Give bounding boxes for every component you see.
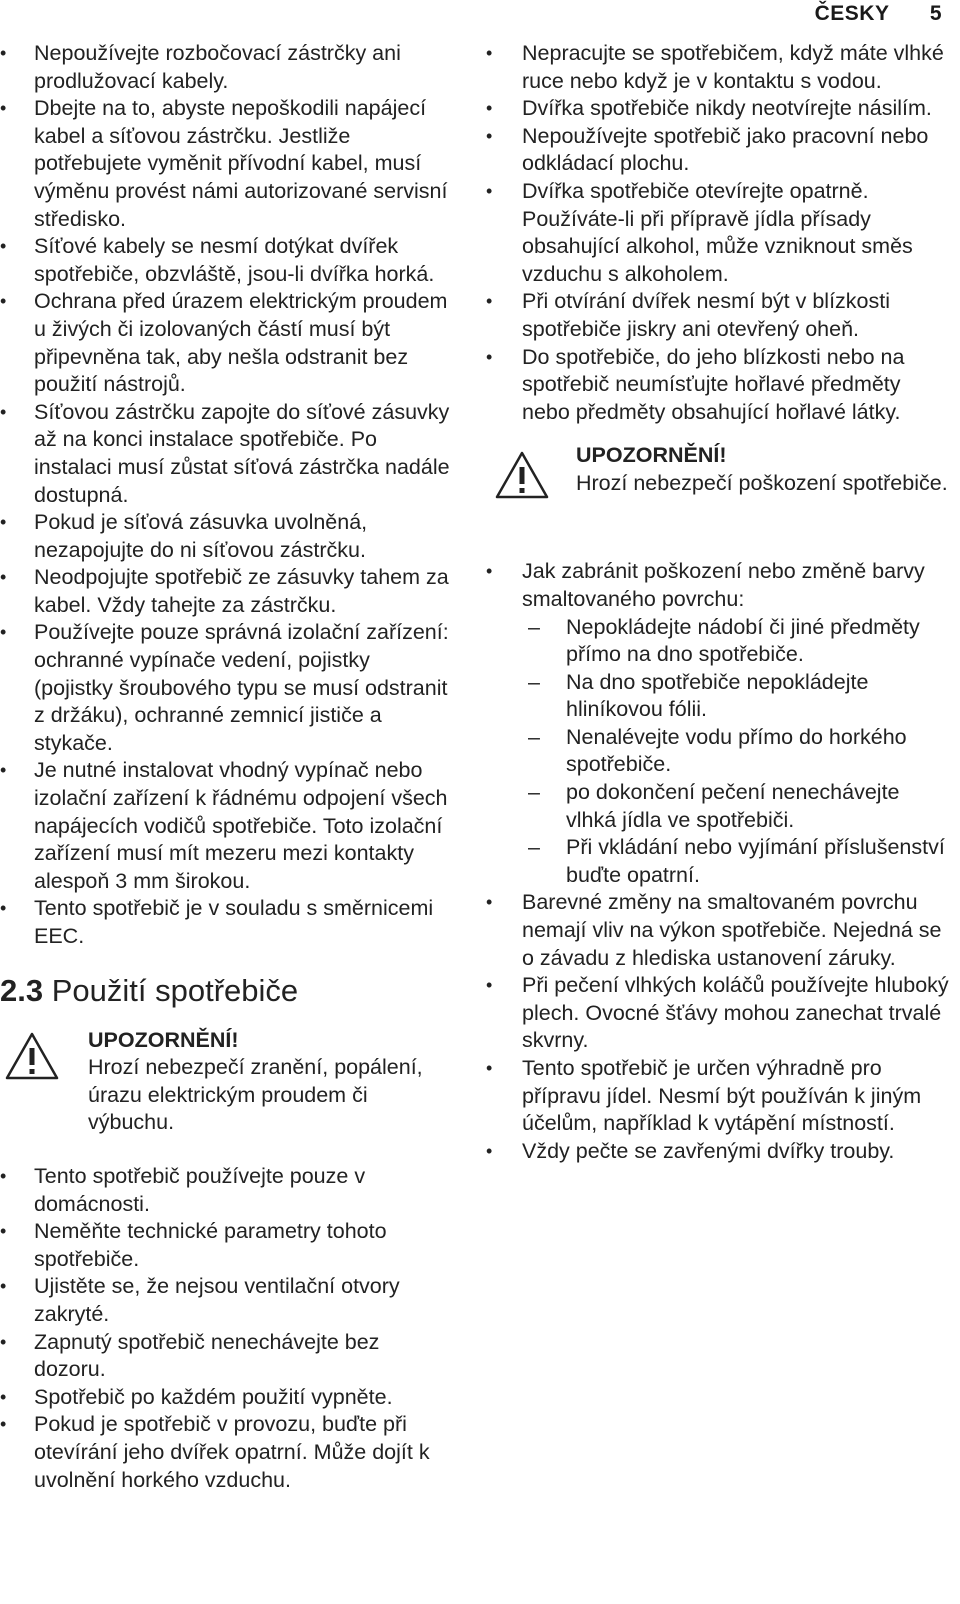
enamel-sublist bbox=[522, 614, 954, 890]
list-item: • Zapnutý spotřebič nenechávejte bez dozoru. bbox=[0, 1329, 450, 1384]
list-item: • Nepracujte se spotřebičem, když máte vlhké ruce nebo když je v kontaktu s vodou. bbox=[486, 40, 954, 95]
safety-list bbox=[0, 40, 450, 951]
list-item: • Spotřebič po každém použití vypněte. bbox=[0, 1384, 450, 1412]
warning-box bbox=[486, 442, 954, 532]
enamel-list bbox=[486, 558, 954, 1165]
list-item: • Dbejte na to, abyste nepoškodili napájecí kabel a síťovou zástrčku. Jestliže potřebujete vyměnit přívodní kabel, musí výměnu provést námi autorizované servisní středisko. bbox=[0, 95, 450, 233]
sub-list-item: – Při vkládání nebo vyjímání příslušenství buďte opatrní. bbox=[522, 834, 954, 889]
list-item: • Ochrana před úrazem elektrickým proudem u živých či izolovaných částí musí být připevněna tak, aby nešla odstranit bez použití nástrojů. bbox=[0, 288, 450, 398]
list-item: • Vždy pečte se zavřenými dvířky trouby. bbox=[486, 1138, 954, 1166]
warning-text: Hrozí nebezpečí zranění, popálení, úrazu elektrickým proudem či výbuchu. bbox=[88, 1055, 423, 1135]
warning-title: UPOZORNĚNÍ! bbox=[576, 443, 727, 468]
section-title: Použití spotřebiče bbox=[51, 972, 299, 1008]
list-item: • Při otvírání dvířek nesmí být v blízkosti spotřebiče jiskry ani otevřený oheň. bbox=[486, 288, 954, 343]
warning-triangle-icon bbox=[494, 450, 550, 500]
section-number: 2.3 bbox=[0, 972, 44, 1008]
list-item: • Tento spotřebič používejte pouze v domácnosti. bbox=[0, 1163, 450, 1218]
sub-list-item: – Na dno spotřebiče nepokládejte hliníkovou fólii. bbox=[522, 669, 954, 724]
list-item: • Nepoužívejte rozbočovací zástrčky ani prodlužovací kabely. bbox=[0, 40, 450, 95]
enamel-intro: Jak zabránit poškození nebo změně barvy smaltovaného povrchu: bbox=[522, 559, 925, 611]
list-item: • Neměňte technické parametry tohoto spotřebiče. bbox=[0, 1218, 450, 1273]
warning-title: UPOZORNĚNÍ! bbox=[88, 1027, 239, 1052]
warning-text: Hrozí nebezpečí poškození spotřebiče. bbox=[576, 470, 948, 495]
list-item: • Síťovou zástrčku zapojte do síťové zásuvky až na konci instalace spotřebiče. Po instalaci musí zůstat síťová zástrčka nadále dostupná. bbox=[0, 399, 450, 509]
section-heading bbox=[0, 973, 450, 1009]
list-item: • Pokud je spotřebič v provozu, buďte při otevírání jeho dvířek opatrní. Může dojít k uvolnění horkého vzduchu. bbox=[0, 1411, 450, 1494]
sub-list-item: – Nenalévejte vodu přímo do horkého spotřebiče. bbox=[522, 724, 954, 779]
list-item: • Neodpojujte spotřebič ze zásuvky tahem za kabel. Vždy tahejte za zástrčku. bbox=[0, 564, 450, 619]
list-item: • Tento spotřebič je určen výhradně pro přípravu jídel. Nesmí být používán k jiným účelům, například k vytápění místností. bbox=[486, 1055, 954, 1138]
list-item: • Dvířka spotřebiče otevírejte opatrně. Používáte-li při přípravě jídla přísady obsahující alkohol, může vzniknout směs vzduchu s alkoholem. bbox=[486, 178, 954, 288]
list-item: • Je nutné instalovat vhodný vypínač nebo izolační zařízení k řádnému odpojení všech napájecích vodičů spotřebiče. Toto izolační zařízení musí mít mezeru mezi kontakty alespoň 3 mm širokou. bbox=[0, 757, 450, 895]
list-item: • Tento spotřebič je v souladu s směrnicemi EEC. bbox=[0, 895, 450, 950]
warning-triangle-icon bbox=[4, 1031, 60, 1081]
warning-box bbox=[0, 1027, 450, 1137]
list-item: • Při pečení vlhkých koláčů používejte hluboký plech. Ovocné šťávy mohou zanechat trvalé skvrny. bbox=[486, 972, 954, 1055]
list-item: • Pokud je síťová zásuvka uvolněná, nezapojujte do ni síťovou zástrčku. bbox=[0, 509, 450, 564]
list-item: • Nepoužívejte spotřebič jako pracovní nebo odkládací plochu. bbox=[486, 123, 954, 178]
page-number: 5 bbox=[929, 2, 942, 25]
sub-list-item: – Nepokládejte nádobí či jiné předměty přímo na dno spotřebiče. bbox=[522, 614, 954, 669]
header-language: ČESKY bbox=[814, 2, 890, 25]
right-column bbox=[486, 40, 954, 1165]
list-item: • Do spotřebiče, do jeho blízkosti nebo na spotřebič neumísťujte hořlavé předměty nebo předměty obsahující hořlavé látky. bbox=[486, 344, 954, 427]
list-item: • Ujistěte se, že nejsou ventilační otvory zakryté. bbox=[0, 1273, 450, 1328]
usage-list bbox=[0, 1163, 450, 1494]
list-item: • Barevné změny na smaltovaném povrchu nemají vliv na výkon spotřebiče. Nejedná se o závadu z hlediska ustanovení záruky. bbox=[486, 889, 954, 972]
list-item: • Používejte pouze správná izolační zařízení: ochranné vypínače vedení, pojistky (pojistky šroubového typu se musí odstranit z držáku), ochranné zemnicí jističe a stykače. bbox=[0, 619, 450, 757]
list-item: • Dvířka spotřebiče nikdy neotvírejte násilím. bbox=[486, 95, 954, 123]
handling-list bbox=[486, 40, 954, 426]
left-column bbox=[0, 40, 450, 1494]
sub-list-item: – po dokončení pečení nenechávejte vlhká jídla ve spotřebiči. bbox=[522, 779, 954, 834]
list-item: • Síťové kabely se nesmí dotýkat dvířek spotřebiče, obzvláště, jsou-li dvířka horká. bbox=[0, 233, 450, 288]
page-header bbox=[815, 2, 942, 26]
list-item bbox=[486, 558, 954, 889]
